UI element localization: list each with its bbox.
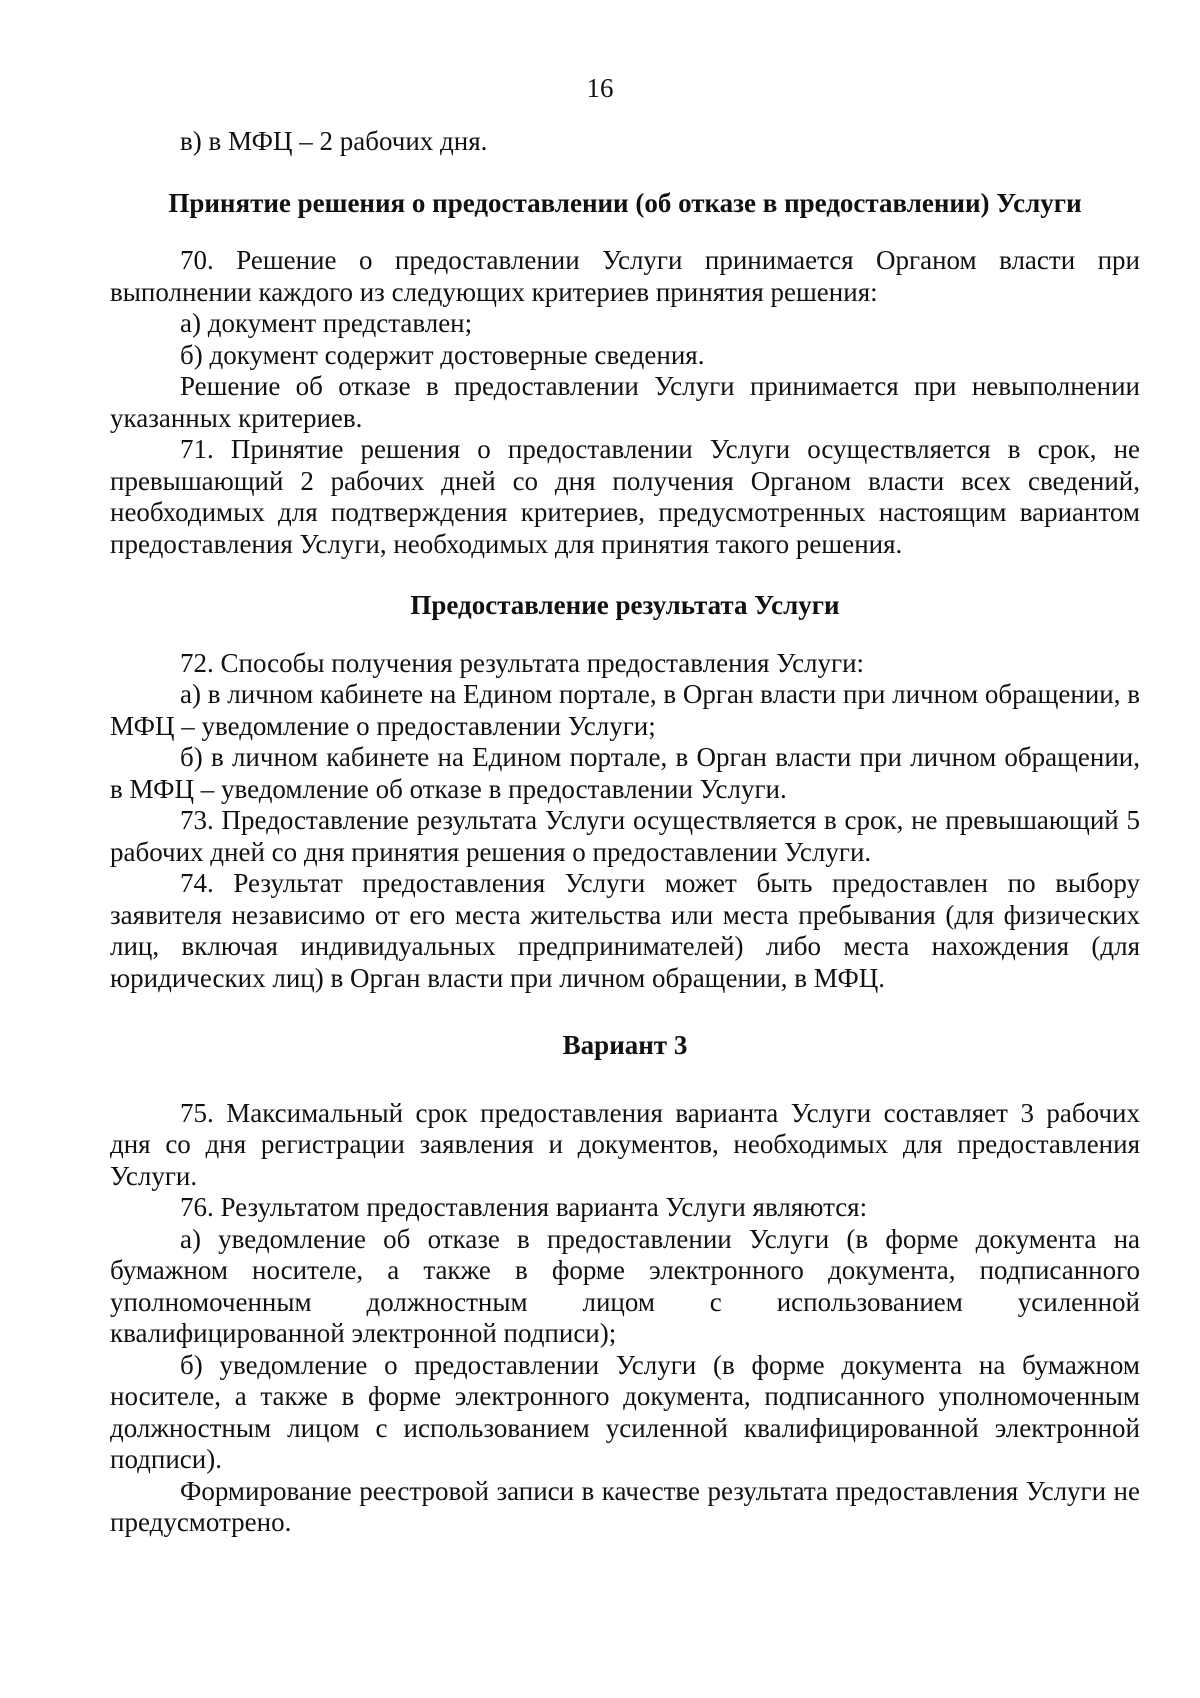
paragraph: 70. Решение о предоставлении Услуги принимается Органом власти при выполнении каждого из следующих критериев принятия решения: <box>110 245 1140 307</box>
page-number: 16 <box>586 73 614 103</box>
spacer <box>110 219 1140 245</box>
paragraph: Формирование реестровой записи в качестве результата предоставления Услуги не предусмотрено. <box>110 1475 1140 1537</box>
paragraph: 76. Результатом предоставления варианта Услуги являются: <box>180 1192 868 1222</box>
spacer <box>110 158 1140 188</box>
paragraph: Решение об отказе в предоставлении Услуги принимается при невыполнении указанных критериев. <box>110 371 1140 433</box>
paragraph: а) документ представлен; <box>180 308 473 338</box>
paragraph: 72. Способы получения результата предоставления Услуги: <box>180 647 865 678</box>
spacer <box>110 1062 1140 1098</box>
paragraph: 75. Максимальный срок предоставления варианта Услуги составляет 3 рабочих дня со дня регистрации заявления и документов, необходимых для предоставления Услуги. <box>110 1097 1140 1191</box>
paragraph: б) в личном кабинете на Едином портале, в Орган власти при личном обращении, в МФЦ – уведомление об отказе в предоставлении Услуги. <box>110 742 1140 804</box>
paragraph: 74. Результат предоставления Услуги может быть предоставлен по выбору заявителя независимо от его места жительства или места пребывания (для физических лиц, включая индивидуальных предпринимателей) либо места нахождения (для юридических лиц) в Орган власти при личном обращении, в МФЦ. <box>110 868 1140 993</box>
paragraph: б) уведомление о предоставлении Услуги (в форме документа на бумажном носителе, а также в форме электронного документа, подписанного уполномоченным должностным лицом с использованием усиленной квалифицированной электронной подписи). <box>110 1349 1140 1474</box>
paragraph: а) в личном кабинете на Едином портале, в Орган власти при личном обращении, в МФЦ – уведомление о предоставлении Услуги; <box>110 679 1140 741</box>
paragraph: а) уведомление об отказе в предоставлении Услуги (в форме документа на бумажном носителе, а также в форме электронного документа, подписанного уполномоченным должностным лицом с использованием усиленной квалифицированной электронной подписи); <box>110 1223 1140 1348</box>
section-heading: Принятие решения о предоставлении (об отказе в предоставлении) Услуги <box>168 187 1082 218</box>
spacer <box>110 994 1140 1030</box>
paragraph: 73. Предоставление результата Услуги осуществляется в срок, не превышающий 5 рабочих дней со дня принятия решения о предоставлении Услуги. <box>110 805 1140 867</box>
section-heading: Вариант 3 <box>562 1030 688 1060</box>
spacer <box>110 622 1140 648</box>
section-heading: Предоставление результата Услуги <box>410 590 840 620</box>
paragraph: в) в МФЦ – 2 рабочих дня. <box>180 126 488 156</box>
spacer <box>110 560 1140 590</box>
paragraph: б) документ содержит достоверные сведения. <box>180 339 705 370</box>
paragraph: 71. Принятие решения о предоставлении Услуги осуществляется в срок, не превышающий 2 рабочих дней со дня получения Органом власти всех сведений, необходимых для подтверждения критериев, предусмотренных настоящим вариантом предоставления Услуги, необходимых для принятия такого решения. <box>110 434 1140 559</box>
document-body <box>110 126 1140 1539</box>
